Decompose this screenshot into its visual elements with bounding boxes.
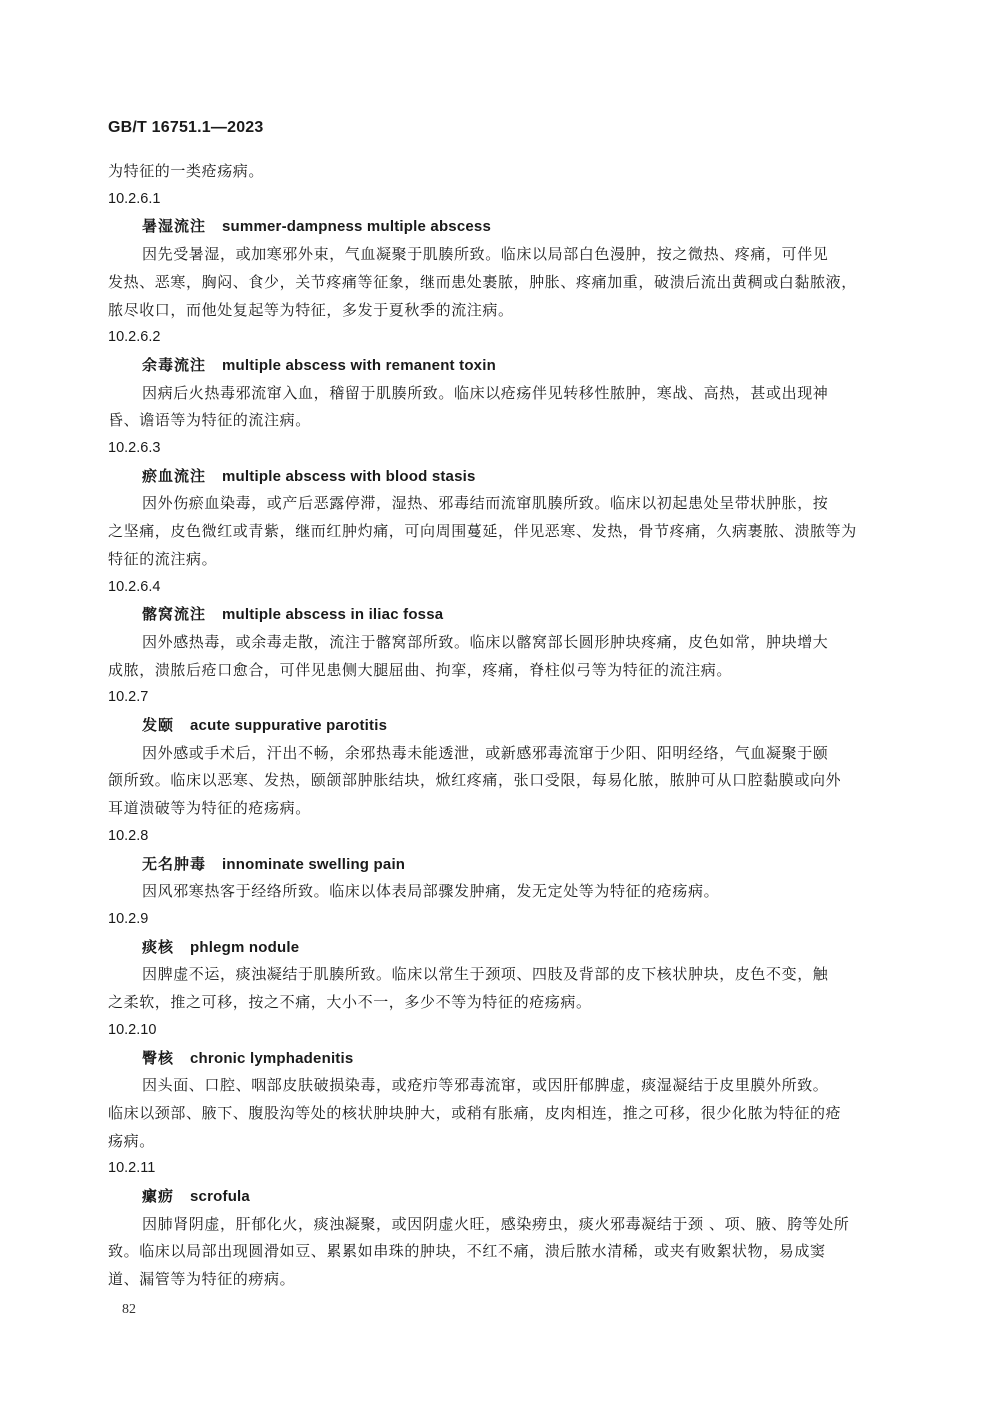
term-english: scrofula <box>190 1188 250 1206</box>
term-english: phlegm nodule <box>190 938 300 956</box>
definition-line: 成脓，溃脓后疮口愈合，可伴见患侧大腿屈曲、拘挛，疼痛，脊柱似弓等为特征的流注病。 <box>108 660 733 679</box>
term-chinese: 瘀血流注 <box>142 466 207 485</box>
definition-line: 因肺肾阴虚，肝郁化火，痰浊凝聚，或因阴虚火旺，感染痨虫，痰火邪毒凝结于颈 、项、腋、胯等处所 <box>142 1214 850 1233</box>
definition-line: 之柔软，推之可移，按之不痛，大小不一，多少不等为特征的疮疡病。 <box>108 993 592 1012</box>
definition-line: 因先受暑湿，或加寒邪外束，气血凝聚于肌腠所致。临床以局部白色漫肿，按之微热、疼痛，可伴见 <box>142 245 829 264</box>
definition-line: 颌所致。临床以恶寒、发热，颐颌部肿胀结块，焮红疼痛，张口受限，每易化脓，脓肿可从口腔黏膜或向外 <box>108 771 842 790</box>
term-chinese: 瘰疬 <box>142 1187 175 1206</box>
definition-line: 因病后火热毒邪流窜入血，稽留于肌腠所致。临床以疮疡伴见转移性脓肿，寒战、高热，甚或出现神 <box>142 383 829 402</box>
definition-line: 因外伤瘀血染毒，或产后恶露停滞，湿热、邪毒结而流窜肌腠所致。临床以初起患处呈带状肿胀，按 <box>142 494 829 513</box>
definition-line: 因风邪寒热客于经络所致。临床以体表局部骤发肿痛，发无定处等为特征的疮疡病。 <box>142 882 720 901</box>
term-english: multiple abscess with blood stasis <box>222 467 476 485</box>
definition-line: 临床以颈部、腋下、腹股沟等处的核状肿块肿大，或稍有胀痛，皮肉相连，推之可移，很少化脓为特征的疮 <box>108 1103 842 1122</box>
term-heading <box>108 213 882 241</box>
main-content <box>108 158 882 1294</box>
clause-number: 10.2.10 <box>108 1021 157 1038</box>
term-heading <box>108 463 882 491</box>
definition-line: 脓尽收口，而他处复起等为特征，多发于夏秋季的流注病。 <box>108 300 514 319</box>
definition-line: 因头面、口腔、咽部皮肤破损染毒，或疮疖等邪毒流窜，或因肝郁脾虚，痰湿凝结于皮里膜外所致。 <box>142 1076 829 1095</box>
term-english: innominate swelling pain <box>222 855 406 873</box>
definition-line: 致。临床以局部出现圆滑如豆、累累如串珠的肿块，不红不痛，溃后脓水清稀，或夹有败絮状物，易成窦 <box>108 1242 826 1261</box>
term-chinese: 髂窝流注 <box>142 605 207 624</box>
definition-line: 因外感热毒，或余毒走散，流注于髂窝部所致。临床以髂窝部长圆形肿块疼痛，皮色如常，肿块增大 <box>142 632 829 651</box>
clause-number: 10.2.6.3 <box>108 440 161 457</box>
term-chinese: 暑湿流注 <box>142 217 207 236</box>
term-heading <box>108 712 882 740</box>
definition-line: 发热、恶寒，胸闷、食少，关节疼痛等征象，继而患处裹脓，肿胀、疼痛加重，破溃后流出黄稠或白黏脓液， <box>108 272 857 291</box>
term-chinese: 发颐 <box>142 716 175 735</box>
clause-number: 10.2.9 <box>108 910 149 927</box>
term-heading <box>108 352 882 380</box>
term-english: summer-dampness multiple abscess <box>222 218 492 236</box>
term-english: multiple abscess in iliac fossa <box>222 606 444 624</box>
definition-line: 疡病。 <box>108 1131 155 1150</box>
definition-line: 耳道溃破等为特征的疮疡病。 <box>108 799 311 818</box>
clause-number: 10.2.6.1 <box>108 190 161 207</box>
definition-line: 昏、谵语等为特征的流注病。 <box>108 411 311 430</box>
term-chinese: 无名肿毒 <box>142 854 207 873</box>
clause-number: 10.2.11 <box>108 1160 156 1177</box>
term-heading <box>108 601 882 629</box>
term-heading <box>108 1045 882 1073</box>
clause-number: 10.2.7 <box>108 689 149 706</box>
definition-line: 因脾虚不运，痰浊凝结于肌腠所致。临床以常生于颈项、四肢及背部的皮下核状肿块，皮色不变，触 <box>142 965 829 984</box>
term-english: chronic lymphadenitis <box>190 1049 354 1067</box>
term-chinese: 余毒流注 <box>142 355 207 374</box>
definition-line: 因外感或手术后，汗出不畅，余邪热毒未能透泄，或新感邪毒流窜于少阳、阳明经络，气血凝聚于颐 <box>142 743 829 762</box>
term-heading <box>108 934 882 962</box>
term-chinese: 痰核 <box>142 937 175 956</box>
term-english: multiple abscess with remanent toxin <box>222 356 496 374</box>
clause-number: 10.2.6.4 <box>108 578 161 595</box>
term-english: acute suppurative parotitis <box>190 717 388 735</box>
term-chinese: 臀核 <box>142 1048 175 1067</box>
page-number: 82 <box>122 1302 136 1317</box>
clause-number: 10.2.6.2 <box>108 329 161 346</box>
definition-line: 之坚痛，皮色微红或青紫，继而红肿灼痛，可向周围蔓延，伴见恶寒、发热，骨节疼痛，久病裹脓、溃脓等为 <box>108 522 857 541</box>
lead-text: 为特征的一类疮疡病。 <box>108 162 265 180</box>
clause-number: 10.2.8 <box>108 827 149 844</box>
term-heading <box>108 1183 882 1211</box>
standard-header: GB/T 16751.1—2023 <box>108 119 264 136</box>
definition-line: 特征的流注病。 <box>108 549 218 568</box>
term-heading <box>108 851 882 879</box>
definition-line: 道、漏管等为特征的痨病。 <box>108 1270 296 1289</box>
